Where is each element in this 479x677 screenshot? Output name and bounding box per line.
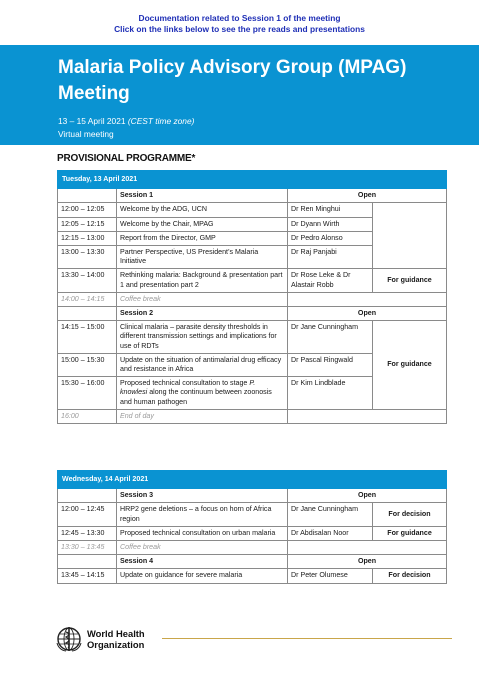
- table-row: [58, 269, 447, 292]
- notice-line-1: Documentation related to Session 1 of the meeting: [138, 13, 341, 23]
- break-time: 14:00 – 14:15: [58, 292, 117, 306]
- session2-action: For guidance: [373, 321, 447, 410]
- row-action: For guidance: [373, 526, 447, 540]
- row-action: For decision: [373, 569, 447, 583]
- row-action: For decision: [373, 503, 447, 526]
- row-item: Partner Perspective, US President’s Malaria Initiative: [117, 246, 288, 269]
- table-row: [58, 503, 447, 526]
- row-item: Report from the Director, GMP: [117, 231, 288, 245]
- session1-title: Session 1: [117, 189, 288, 203]
- session4-row: [58, 555, 447, 569]
- row-speaker: Dr Rose Leke & Dr Alastair Robb: [288, 269, 373, 292]
- session3-status: Open: [288, 489, 447, 503]
- session2-row: [58, 307, 447, 321]
- footer-divider: [162, 638, 452, 639]
- row-time: 12:45 – 13:30: [58, 526, 117, 540]
- break-time: 13:30 – 13:45: [58, 541, 117, 555]
- table-row: [58, 203, 447, 217]
- session2-status: Open: [288, 307, 447, 321]
- day1-header: Tuesday, 13 April 2021: [58, 171, 447, 189]
- row-item: Welcome by the ADG, UCN: [117, 203, 288, 217]
- table-row: [58, 321, 447, 354]
- notice-line-2: Click on the links below to see the pre reads and presentations: [114, 24, 365, 34]
- session4-title: Session 4: [117, 555, 288, 569]
- row-speaker: Dr Kim Lindblade: [288, 377, 373, 410]
- row-item: HRP2 gene deletions – a focus on horn of Africa region: [117, 503, 288, 526]
- row-item: Proposed technical consultation on urban malaria: [117, 526, 288, 540]
- row-speaker: Dr Ren Minghui: [288, 203, 373, 217]
- row-time: 12:00 – 12:05: [58, 203, 117, 217]
- who-logo: [55, 625, 165, 655]
- session2-title: Session 2: [117, 307, 288, 321]
- org-line-1: World Health: [87, 628, 145, 639]
- row-speaker: Dr Jane Cunningham: [288, 321, 373, 354]
- programme-heading: PROVISIONAL PROGRAMME*: [57, 153, 196, 164]
- row-speaker: Dr Raj Panjabi: [288, 246, 373, 269]
- page-title: Malaria Policy Advisory Group (MPAG) Meeting: [58, 57, 407, 104]
- row-time: 15:30 – 16:00: [58, 377, 117, 410]
- item-text-italic: P. knowlesi: [120, 379, 256, 397]
- session3-title: Session 3: [117, 489, 288, 503]
- end-label: End of day: [117, 409, 288, 423]
- row-item: Update on guidance for severe malaria: [117, 569, 288, 583]
- day1-table: [57, 170, 447, 424]
- row-time: 12:15 – 13:00: [58, 231, 117, 245]
- org-line-2: Organization: [87, 639, 145, 650]
- table-row: [58, 569, 447, 583]
- who-wordmark: [87, 628, 145, 650]
- row-speaker: Dr Pascal Ringwald: [288, 353, 373, 376]
- item-text-post: along the continuum between zoonosis and human pathogen: [120, 388, 272, 406]
- day2-table: [57, 470, 447, 584]
- table-row: [58, 526, 447, 540]
- break-row: [58, 541, 447, 555]
- meeting-format: Virtual meeting: [58, 129, 114, 139]
- row-item: Update on the situation of antimalarial drug efficacy and resistance in Africa: [117, 353, 288, 376]
- end-of-day-row: [58, 409, 447, 423]
- row-time: 15:00 – 15:30: [58, 353, 117, 376]
- notice: [0, 13, 479, 35]
- timezone-text: (CEST time zone): [127, 116, 195, 126]
- session3-row: [58, 489, 447, 503]
- row-time: 12:05 – 12:15: [58, 217, 117, 231]
- row-item[interactable]: Rethinking malaria: Background & presentation part 1 and presentation part 2: [117, 269, 288, 292]
- row-item: Clinical malaria – parasite density thresholds in different transmission settings and implications for use of RDTs: [117, 321, 288, 354]
- item-text-pre: Proposed technical consultation to stage: [120, 379, 248, 388]
- dates-text: 13 – 15 April 2021: [58, 116, 126, 126]
- row-time: 12:00 – 12:45: [58, 503, 117, 526]
- row-action: For guidance: [373, 269, 447, 292]
- row-time: 14:15 – 15:00: [58, 321, 117, 354]
- session1-row: [58, 189, 447, 203]
- break-row: [58, 292, 447, 306]
- row-speaker: Dr Jane Cunningham: [288, 503, 373, 526]
- row-speaker: Dr Abdisalan Noor: [288, 526, 373, 540]
- row-speaker: Dr Dyann Wirth: [288, 217, 373, 231]
- row-time: 13:00 – 13:30: [58, 246, 117, 269]
- row-time: 13:45 – 14:15: [58, 569, 117, 583]
- row-speaker: Dr Peter Olumese: [288, 569, 373, 583]
- break-label: Coffee break: [117, 541, 288, 555]
- break-label: Coffee break: [117, 292, 288, 306]
- row-time: 13:30 – 14:00: [58, 269, 117, 292]
- row-item: Welcome by the Chair, MPAG: [117, 217, 288, 231]
- who-emblem-icon: [55, 625, 83, 653]
- row-speaker: Dr Pedro Alonso: [288, 231, 373, 245]
- session4-status: Open: [288, 555, 447, 569]
- meeting-dates: [58, 116, 194, 126]
- session1-status: Open: [288, 189, 447, 203]
- day2-header: Wednesday, 14 April 2021: [58, 471, 447, 489]
- end-time: 16:00: [58, 409, 117, 423]
- row-item: [117, 377, 288, 410]
- header-banner: [0, 45, 479, 145]
